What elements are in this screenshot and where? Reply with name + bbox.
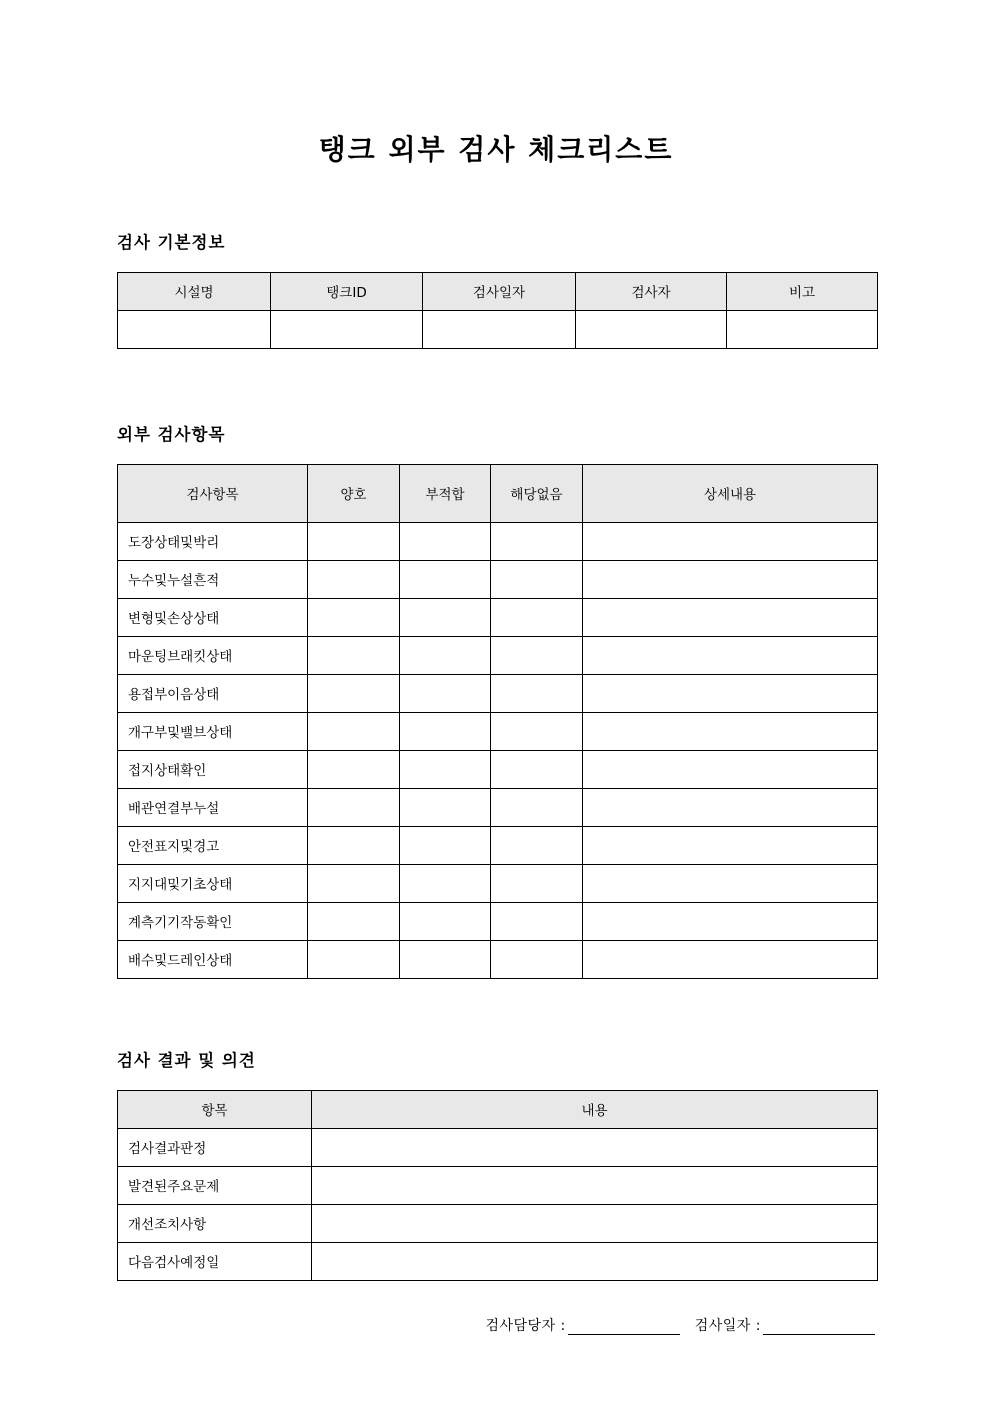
signature-date-group <box>695 1315 875 1335</box>
checkbox-good[interactable] <box>308 674 400 712</box>
input-inspection-date[interactable] <box>423 310 576 348</box>
result-item-label: 발견된주요문제 <box>118 1166 312 1204</box>
inspection-item-label: 개구부및밸브상태 <box>118 712 308 750</box>
checkbox-nonconforming[interactable] <box>400 560 491 598</box>
basic-info-table <box>117 272 878 349</box>
checkbox-not-applicable[interactable] <box>491 522 583 560</box>
checkbox-not-applicable[interactable] <box>491 636 583 674</box>
table-row <box>118 864 878 902</box>
table-row <box>118 1128 878 1166</box>
column-header-good: 양호 <box>308 464 400 522</box>
checkbox-nonconforming[interactable] <box>400 940 491 978</box>
checkbox-nonconforming[interactable] <box>400 522 491 560</box>
results-table <box>117 1090 878 1281</box>
input-details[interactable] <box>583 598 878 636</box>
checkbox-nonconforming[interactable] <box>400 826 491 864</box>
column-header-result-content: 내용 <box>312 1090 878 1128</box>
table-row <box>118 560 878 598</box>
table-row <box>118 902 878 940</box>
checkbox-not-applicable[interactable] <box>491 560 583 598</box>
checkbox-nonconforming[interactable] <box>400 636 491 674</box>
checkbox-nonconforming[interactable] <box>400 902 491 940</box>
table-row <box>118 310 878 348</box>
checkbox-nonconforming[interactable] <box>400 674 491 712</box>
input-major-issues[interactable] <box>312 1166 878 1204</box>
section-heading-inspection-items: 외부 검사항목 <box>117 424 226 444</box>
checkbox-nonconforming[interactable] <box>400 864 491 902</box>
table-row <box>118 750 878 788</box>
input-details[interactable] <box>583 940 878 978</box>
table-header-row <box>118 272 878 310</box>
checkbox-good[interactable] <box>308 598 400 636</box>
checkbox-good[interactable] <box>308 826 400 864</box>
input-remarks[interactable] <box>727 310 878 348</box>
result-item-label: 개선조치사항 <box>118 1204 312 1242</box>
input-details[interactable] <box>583 826 878 864</box>
inspection-item-label: 누수및누설흔적 <box>118 560 308 598</box>
checkbox-not-applicable[interactable] <box>491 712 583 750</box>
column-header-tank-id: 탱크ID <box>271 272 423 310</box>
checkbox-not-applicable[interactable] <box>491 598 583 636</box>
table-row <box>118 522 878 560</box>
column-header-not-applicable: 해당없음 <box>491 464 583 522</box>
table-row <box>118 1204 878 1242</box>
table-row <box>118 712 878 750</box>
signature-inspector-group <box>485 1315 679 1335</box>
inspection-item-label: 배수및드레인상태 <box>118 940 308 978</box>
checkbox-good[interactable] <box>308 864 400 902</box>
table-row <box>118 1242 878 1280</box>
document-body <box>0 167 992 1281</box>
column-header-inspector: 검사자 <box>576 272 727 310</box>
input-details[interactable] <box>583 560 878 598</box>
signature-footer <box>0 1315 992 1335</box>
input-tank-id[interactable] <box>271 310 423 348</box>
checkbox-not-applicable[interactable] <box>491 674 583 712</box>
signature-inspector-label: 검사담당자 : <box>485 1317 566 1334</box>
column-header-result-item: 항목 <box>118 1090 312 1128</box>
column-header-details: 상세내용 <box>583 464 878 522</box>
checkbox-good[interactable] <box>308 902 400 940</box>
inspection-item-label: 접지상태확인 <box>118 750 308 788</box>
input-details[interactable] <box>583 674 878 712</box>
table-row <box>118 826 878 864</box>
input-next-inspection-date[interactable] <box>312 1242 878 1280</box>
inspection-item-label: 용접부이음상태 <box>118 674 308 712</box>
table-row <box>118 1166 878 1204</box>
inspection-item-label: 마운팅브래킷상태 <box>118 636 308 674</box>
checkbox-good[interactable] <box>308 560 400 598</box>
checkbox-good[interactable] <box>308 940 400 978</box>
inspection-items-table <box>117 464 878 979</box>
column-header-remarks: 비고 <box>727 272 878 310</box>
section-heading-results: 검사 결과 및 의견 <box>117 1050 256 1070</box>
input-details[interactable] <box>583 788 878 826</box>
page-title: 탱크 외부 검사 체크리스트 <box>318 133 674 166</box>
checkbox-not-applicable[interactable] <box>491 826 583 864</box>
signature-inspector-line[interactable] <box>568 1322 680 1335</box>
table-row <box>118 788 878 826</box>
checkbox-nonconforming[interactable] <box>400 788 491 826</box>
inspection-item-label: 배관연결부누설 <box>118 788 308 826</box>
checkbox-good[interactable] <box>308 636 400 674</box>
table-row <box>118 598 878 636</box>
checkbox-good[interactable] <box>308 750 400 788</box>
input-details[interactable] <box>583 864 878 902</box>
checkbox-nonconforming[interactable] <box>400 712 491 750</box>
table-header-row <box>118 464 878 522</box>
input-details[interactable] <box>583 750 878 788</box>
column-header-facility-name: 시설명 <box>118 272 271 310</box>
section-heading-basic-info: 검사 기본정보 <box>117 232 226 252</box>
inspection-item-label: 안전표지및경고 <box>118 826 308 864</box>
table-row <box>118 940 878 978</box>
checkbox-not-applicable[interactable] <box>491 940 583 978</box>
checkbox-not-applicable[interactable] <box>491 864 583 902</box>
input-details[interactable] <box>583 712 878 750</box>
inspection-item-label: 도장상태및박리 <box>118 522 308 560</box>
input-details[interactable] <box>583 636 878 674</box>
inspection-item-label: 지지대및기초상태 <box>118 864 308 902</box>
result-item-label: 다음검사예정일 <box>118 1242 312 1280</box>
checkbox-nonconforming[interactable] <box>400 750 491 788</box>
checkbox-not-applicable[interactable] <box>491 750 583 788</box>
checkbox-good[interactable] <box>308 522 400 560</box>
inspection-item-label: 변형및손상상태 <box>118 598 308 636</box>
input-inspector[interactable] <box>576 310 727 348</box>
input-result-judgement[interactable] <box>312 1128 878 1166</box>
input-corrective-actions[interactable] <box>312 1204 878 1242</box>
checkbox-not-applicable[interactable] <box>491 788 583 826</box>
inspection-item-label: 계측기기작동확인 <box>118 902 308 940</box>
signature-date-label: 검사일자 : <box>694 1317 761 1334</box>
table-header-row <box>118 1090 878 1128</box>
result-item-label: 검사결과판정 <box>118 1128 312 1166</box>
signature-date-line[interactable] <box>763 1322 875 1335</box>
column-header-inspection-date: 검사일자 <box>423 272 576 310</box>
table-row <box>118 636 878 674</box>
checkbox-nonconforming[interactable] <box>400 598 491 636</box>
input-details[interactable] <box>583 902 878 940</box>
checkbox-good[interactable] <box>308 788 400 826</box>
table-row <box>118 674 878 712</box>
input-details[interactable] <box>583 522 878 560</box>
input-facility-name[interactable] <box>118 310 271 348</box>
column-header-nonconforming: 부적합 <box>400 464 491 522</box>
checkbox-not-applicable[interactable] <box>491 902 583 940</box>
column-header-item: 검사항목 <box>118 464 308 522</box>
checkbox-good[interactable] <box>308 712 400 750</box>
